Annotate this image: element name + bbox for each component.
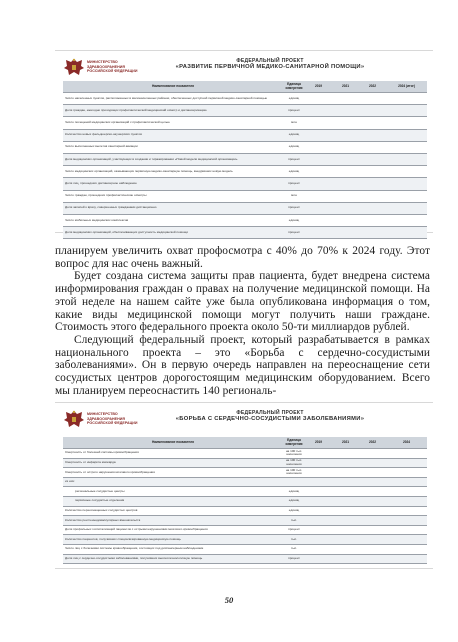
value-cell	[305, 525, 332, 535]
indicator-name-cell: Смертность от инфаркта миокарда	[63, 458, 283, 468]
unit-cell: процент	[283, 525, 305, 535]
value-cell	[332, 117, 359, 129]
value-cell	[386, 93, 427, 105]
column-header: 2019	[305, 437, 332, 449]
unit-cell: на 100 тыс. населения	[283, 468, 305, 478]
value-cell	[359, 468, 386, 478]
value-cell	[305, 449, 332, 459]
table-row	[63, 141, 427, 153]
value-cell	[386, 516, 427, 526]
column-header: 2019	[305, 81, 332, 93]
value-cell	[359, 117, 386, 129]
table-title-line2: «РАЗВИТИЕ ПЕРВИЧНОЙ МЕДИКО-САНИТАРНОЙ ПОМОЩИ»	[175, 64, 365, 71]
unit-cell: процент	[283, 105, 305, 117]
value-cell	[359, 458, 386, 468]
value-cell	[305, 129, 332, 141]
value-cell	[386, 496, 427, 506]
indicator-name-cell: из них:	[63, 477, 283, 487]
value-cell	[359, 93, 386, 105]
unit-cell: процент	[283, 554, 305, 564]
column-header: 2022	[359, 81, 386, 93]
value-cell	[386, 554, 427, 564]
value-cell	[305, 477, 332, 487]
value-cell	[386, 178, 427, 190]
table-header-row	[63, 81, 427, 93]
value-cell	[305, 468, 332, 478]
table-row	[63, 496, 427, 506]
indicator-name-cell: Количество пациентов, получивших специализированную медицинскую помощь	[63, 535, 283, 545]
value-cell	[359, 554, 386, 564]
table-row	[63, 487, 427, 497]
column-header: Наименование показателя	[63, 81, 283, 93]
indicator-name-cell: Смертность от острого нарушения мозгового кровообращения	[63, 468, 283, 478]
indicator-name-cell: Доля медицинских организаций, участвующих в создании и тиражировании «Новой модели медицинской организации»	[63, 153, 283, 165]
value-cell	[359, 535, 386, 545]
unit-cell: тыс.	[283, 535, 305, 545]
unit-cell: тыс.	[283, 544, 305, 554]
value-cell	[386, 105, 427, 117]
unit-cell: единиц	[283, 141, 305, 153]
value-cell	[305, 166, 332, 178]
indicator-name-cell: Число лиц с болезнями системы кровообращения, состоящих под диспансерным наблюдением	[63, 544, 283, 554]
table-row	[63, 178, 427, 190]
value-cell	[305, 535, 332, 545]
article-text	[55, 245, 430, 397]
unit-cell: млн	[283, 117, 305, 129]
indicator-name-cell: региональные сосудистые центры	[63, 487, 283, 497]
indicator-name-cell: Число мобильных медицинских комплексов	[63, 214, 283, 226]
indicator-name-cell: Доля граждан, ежегодно проходящих профилактический медицинский осмотр и диспансеризацию	[63, 105, 283, 117]
table-row	[63, 129, 427, 141]
value-cell	[332, 496, 359, 506]
indicator-name-cell: Число граждан, прошедших профилактические осмотры	[63, 190, 283, 202]
value-cell	[386, 487, 427, 497]
value-cell	[305, 105, 332, 117]
column-header: 2024 (итог)	[386, 81, 427, 93]
paragraph: Следующий федеральный проект, который разрабатывается в рамках национального проекта – это «Борьба с сердечно-сосудистыми заболеваниями». Он в первую очередь направлен на переоснащение сети сосудистых центров дорогостоящим медицинским оборудованием. Всего мы планируем переоснастить 140 региональ-	[55, 333, 430, 397]
unit-cell: процент	[283, 202, 305, 214]
table-row	[63, 535, 427, 545]
value-cell	[332, 449, 359, 459]
value-cell	[386, 117, 427, 129]
unit-cell: процент	[283, 153, 305, 165]
table-body	[63, 93, 427, 239]
value-cell	[359, 166, 386, 178]
table-row	[63, 153, 427, 165]
table-row	[63, 506, 427, 516]
value-cell	[332, 554, 359, 564]
ministry-name: МИНИСТЕРСТВО ЗДРАВООХРАНЕНИЯ РОССИЙСКОЙ ФЕДЕРАЦИИ	[87, 412, 138, 426]
value-cell	[305, 487, 332, 497]
value-cell	[359, 153, 386, 165]
value-cell	[386, 477, 427, 487]
value-cell	[332, 506, 359, 516]
table-body	[63, 449, 427, 564]
value-cell	[332, 153, 359, 165]
table-title-line1: ФЕДЕРАЛЬНЫЙ ПРОЕКТ	[236, 58, 304, 64]
table-row	[63, 449, 427, 459]
table-row	[63, 458, 427, 468]
value-cell	[332, 516, 359, 526]
value-cell	[359, 129, 386, 141]
value-cell	[386, 458, 427, 468]
value-cell	[332, 468, 359, 478]
federal-project-table-primary-care	[55, 50, 433, 233]
value-cell	[359, 516, 386, 526]
value-cell	[305, 153, 332, 165]
value-cell	[305, 458, 332, 468]
value-cell	[305, 214, 332, 226]
table-header-row	[63, 437, 427, 449]
unit-cell	[283, 477, 305, 487]
column-header: Единица измерения	[283, 437, 305, 449]
indicator-name-cell: первичные сосудистые отделения	[63, 496, 283, 506]
value-cell	[359, 214, 386, 226]
table-title-line2: «БОРЬБА С СЕРДЕЧНО-СОСУДИСТЫМИ ЗАБОЛЕВАНИЯМИ»	[175, 416, 365, 423]
value-cell	[386, 544, 427, 554]
unit-cell: тыс.	[283, 516, 305, 526]
value-cell	[359, 178, 386, 190]
value-cell	[359, 525, 386, 535]
value-cell	[305, 117, 332, 129]
value-cell	[386, 227, 427, 239]
unit-cell: единиц	[283, 506, 305, 516]
column-header: Наименование показателя	[63, 437, 283, 449]
value-cell	[359, 202, 386, 214]
table-row	[63, 477, 427, 487]
value-cell	[305, 554, 332, 564]
value-cell	[332, 202, 359, 214]
value-cell	[359, 141, 386, 153]
value-cell	[359, 506, 386, 516]
value-cell	[305, 190, 332, 202]
table-title	[147, 410, 393, 423]
value-cell	[359, 544, 386, 554]
value-cell	[359, 487, 386, 497]
value-cell	[386, 506, 427, 516]
table-row	[63, 227, 427, 239]
value-cell	[359, 496, 386, 506]
indicator-name-cell: Доля профильных госпитализаций пациентов с острыми нарушениями мозгового кровообращения	[63, 525, 283, 535]
value-cell	[305, 496, 332, 506]
table-row	[63, 525, 427, 535]
value-cell	[332, 141, 359, 153]
value-cell	[305, 506, 332, 516]
table-row	[63, 544, 427, 554]
value-cell	[386, 525, 427, 535]
value-cell	[332, 227, 359, 239]
value-cell	[386, 190, 427, 202]
value-cell	[386, 202, 427, 214]
table-row	[63, 516, 427, 526]
paragraph: планируем увеличить охват профосмотра с 40% до 70% к 2024 году. Этот вопрос для нас очень важный.	[55, 245, 430, 270]
indicator-name-cell: Смертность от болезней системы кровообращения	[63, 449, 283, 459]
unit-cell: единиц	[283, 93, 305, 105]
table-row	[63, 190, 427, 202]
value-cell	[386, 129, 427, 141]
indicator-name-cell: Количество рентгенэндоваскулярных вмешательств	[63, 516, 283, 526]
indicators-table	[63, 437, 427, 564]
value-cell	[386, 141, 427, 153]
value-cell	[305, 141, 332, 153]
unit-cell: единиц	[283, 487, 305, 497]
value-cell	[332, 525, 359, 535]
unit-cell: млн	[283, 190, 305, 202]
indicator-name-cell: Доля лиц с сердечно-сосудистыми заболеваниями, получивших высокотехнологичную помощь	[63, 554, 283, 564]
unit-cell: единиц	[283, 214, 305, 226]
table-row	[63, 202, 427, 214]
table-title-line1: ФЕДЕРАЛЬНЫЙ ПРОЕКТ	[236, 410, 304, 416]
value-cell	[386, 166, 427, 178]
value-cell	[332, 214, 359, 226]
value-cell	[332, 178, 359, 190]
ministry-name: МИНИСТЕРСТВО ЗДРАВООХРАНЕНИЯ РОССИЙСКОЙ ФЕДЕРАЦИИ	[87, 60, 138, 74]
indicator-name-cell: Доля записей к врачу, совершенных гражданами дистанционно	[63, 202, 283, 214]
value-cell	[386, 153, 427, 165]
indicator-name-cell: Доля медицинских организаций, обеспечивающих доступность медицинской помощи	[63, 227, 283, 239]
unit-cell: процент	[283, 227, 305, 239]
value-cell	[332, 477, 359, 487]
unit-cell: единиц	[283, 496, 305, 506]
table-header-block	[55, 51, 433, 83]
indicator-name-cell: Количество новых фельдшерско-акушерских пунктов	[63, 129, 283, 141]
value-cell	[359, 449, 386, 459]
indicator-name-cell: Количество переоснащенных сосудистых центров	[63, 506, 283, 516]
column-header: 2022	[359, 437, 386, 449]
table-row	[63, 468, 427, 478]
value-cell	[332, 544, 359, 554]
value-cell	[386, 535, 427, 545]
column-header: 2021	[332, 437, 359, 449]
table-row	[63, 554, 427, 564]
column-header: 2024	[386, 437, 427, 449]
table-row	[63, 214, 427, 226]
paragraph: Будет создана система защиты прав пациента, будет внедрена система информирования граждан о правах на получение медицинской помощи. На этой неделе на нашем сайте уже была опубликована информация о том, какие виды медицинской помощи могут получить наши граждане. Стоимость этого федерального проекта около 50-ти миллиардов рублей.	[55, 270, 430, 334]
indicator-name-cell: Число медицинских организаций, оказывающих первичную медико-санитарную помощь, внедривших новую модель	[63, 166, 283, 178]
value-cell	[332, 535, 359, 545]
table-row	[63, 93, 427, 105]
unit-cell: процент	[283, 178, 305, 190]
page-number: 50	[224, 595, 234, 605]
indicator-name-cell: Число посещений медицинских организаций с профилактической целью	[63, 117, 283, 129]
unit-cell: на 100 тыс. населения	[283, 449, 305, 459]
value-cell	[359, 105, 386, 117]
table-header-block	[55, 403, 433, 435]
value-cell	[305, 227, 332, 239]
federal-project-table-cardiovascular	[55, 402, 433, 569]
value-cell	[359, 190, 386, 202]
table-row	[63, 117, 427, 129]
value-cell	[305, 202, 332, 214]
value-cell	[332, 487, 359, 497]
value-cell	[332, 129, 359, 141]
table-row	[63, 166, 427, 178]
value-cell	[305, 544, 332, 554]
value-cell	[305, 516, 332, 526]
table-row	[63, 105, 427, 117]
value-cell	[386, 468, 427, 478]
indicator-name-cell: Число населенных пунктов, расположенных в малонаселенных районах, обеспеченных доступной первичной медико-санитарной помощью	[63, 93, 283, 105]
column-header: 2021	[332, 81, 359, 93]
value-cell	[332, 105, 359, 117]
value-cell	[359, 227, 386, 239]
table-title	[147, 58, 393, 71]
indicator-name-cell: Доля лиц, прошедших диспансерное наблюдение	[63, 178, 283, 190]
value-cell	[332, 166, 359, 178]
value-cell	[305, 93, 332, 105]
coat-of-arms-icon	[63, 409, 85, 429]
indicator-name-cell: Число выполненных вылетов санитарной авиации	[63, 141, 283, 153]
unit-cell: единиц	[283, 129, 305, 141]
coat-of-arms-icon	[63, 57, 85, 77]
indicators-table	[63, 81, 427, 239]
value-cell	[305, 178, 332, 190]
value-cell	[332, 458, 359, 468]
value-cell	[386, 214, 427, 226]
value-cell	[332, 190, 359, 202]
column-header: Единица измерения	[283, 81, 305, 93]
value-cell	[359, 477, 386, 487]
value-cell	[332, 93, 359, 105]
unit-cell: единиц	[283, 166, 305, 178]
value-cell	[386, 449, 427, 459]
unit-cell: на 100 тыс. населения	[283, 458, 305, 468]
